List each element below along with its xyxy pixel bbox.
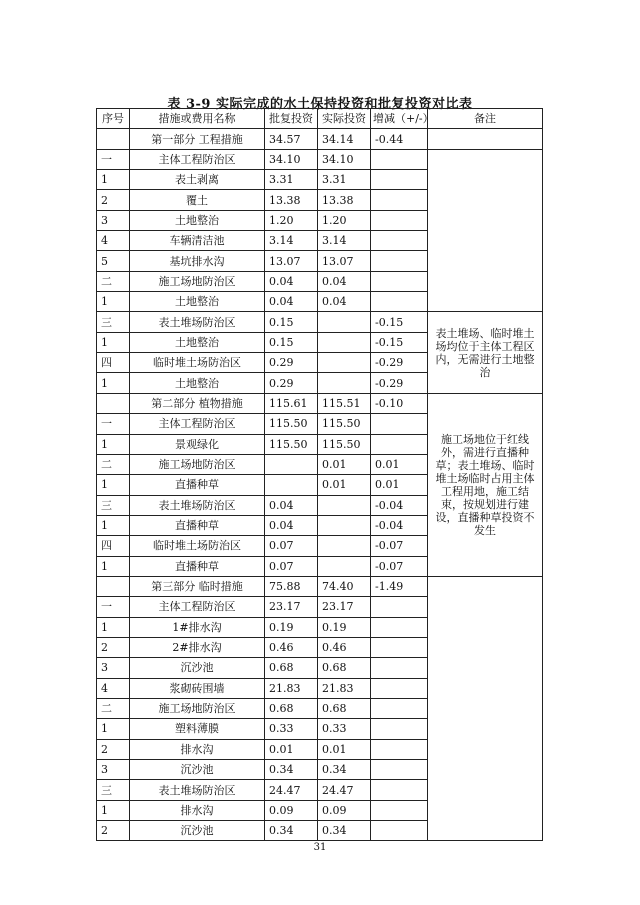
row-seq: 二: [97, 698, 130, 718]
row-actual-investment: 21.83: [318, 678, 371, 698]
row-actual-investment: 34.14: [318, 129, 371, 149]
row-actual-investment: 0.01: [318, 454, 371, 474]
row-approved-investment: 13.07: [265, 251, 318, 271]
row-difference: -0.44: [371, 129, 428, 149]
remarks-cell: [428, 576, 543, 840]
row-difference: [371, 780, 428, 800]
row-difference: [371, 719, 428, 739]
row-approved-investment: 0.01: [265, 739, 318, 759]
row-difference: -0.29: [371, 353, 428, 373]
row-seq: 1: [97, 719, 130, 739]
row-measure-name: 直播种草: [130, 515, 265, 535]
row-difference: [371, 698, 428, 718]
row-measure-name: 主体工程防治区: [130, 597, 265, 617]
row-actual-investment: 23.17: [318, 597, 371, 617]
row-approved-investment: 0.09: [265, 800, 318, 820]
row-actual-investment: 0.68: [318, 658, 371, 678]
row-approved-investment: [265, 454, 318, 474]
row-seq: 1: [97, 556, 130, 576]
row-difference: -0.04: [371, 495, 428, 515]
row-seq: 1: [97, 170, 130, 190]
row-approved-investment: 1.20: [265, 210, 318, 230]
row-difference: 0.01: [371, 475, 428, 495]
table-title: 表 3-9 实际完成的水土保持投资和批复投资对比表: [167, 97, 473, 112]
row-measure-name: 土地整治: [130, 332, 265, 352]
row-measure-name: 土地整治: [130, 292, 265, 312]
header-seq: 序号: [97, 109, 130, 129]
row-actual-investment: 115.50: [318, 414, 371, 434]
row-seq: 5: [97, 251, 130, 271]
row-actual-investment: 115.51: [318, 393, 371, 413]
row-seq: 1: [97, 332, 130, 352]
row-actual-investment: 0.04: [318, 271, 371, 291]
row-seq: 2: [97, 190, 130, 210]
row-actual-investment: [318, 536, 371, 556]
investment-comparison-table: [96, 108, 543, 841]
row-difference: -0.15: [371, 312, 428, 332]
row-actual-investment: 0.34: [318, 760, 371, 780]
row-actual-investment: 3.14: [318, 231, 371, 251]
row-measure-name: 沉沙池: [130, 760, 265, 780]
header-approved: 批复投资: [265, 109, 318, 129]
row-approved-investment: 0.04: [265, 495, 318, 515]
row-measure-name: 塑料薄膜: [130, 719, 265, 739]
row-approved-investment: 34.57: [265, 129, 318, 149]
row-difference: [371, 637, 428, 657]
row-measure-name: 景观绿化: [130, 434, 265, 454]
row-seq: 2: [97, 637, 130, 657]
row-actual-investment: 74.40: [318, 576, 371, 596]
row-actual-investment: 0.34: [318, 821, 371, 841]
row-actual-investment: [318, 515, 371, 535]
row-seq: 三: [97, 780, 130, 800]
row-approved-investment: 115.50: [265, 434, 318, 454]
row-actual-investment: 0.33: [318, 719, 371, 739]
row-seq: 三: [97, 312, 130, 332]
row-difference: [371, 271, 428, 291]
row-seq: [97, 393, 130, 413]
row-approved-investment: 115.61: [265, 393, 318, 413]
row-difference: [371, 292, 428, 312]
row-measure-name: 排水沟: [130, 739, 265, 759]
row-difference: -0.10: [371, 393, 428, 413]
row-difference: -1.49: [371, 576, 428, 596]
row-measure-name: 主体工程防治区: [130, 149, 265, 169]
remarks-cell: 表土堆场、临时堆土场均位于主体工程区内，无需进行土地整治: [428, 312, 543, 393]
row-measure-name: 临时堆土场防治区: [130, 536, 265, 556]
row-difference: -0.15: [371, 332, 428, 352]
table-row: [97, 393, 543, 413]
row-approved-investment: 23.17: [265, 597, 318, 617]
table-row: [97, 312, 543, 332]
row-approved-investment: 0.46: [265, 637, 318, 657]
row-actual-investment: [318, 353, 371, 373]
row-approved-investment: 115.50: [265, 414, 318, 434]
row-difference: [371, 434, 428, 454]
row-actual-investment: 115.50: [318, 434, 371, 454]
row-seq: 一: [97, 149, 130, 169]
row-measure-name: 1#排水沟: [130, 617, 265, 637]
row-seq: 三: [97, 495, 130, 515]
row-measure-name: 直播种草: [130, 475, 265, 495]
row-approved-investment: 0.68: [265, 698, 318, 718]
row-difference: [371, 678, 428, 698]
row-difference: -0.07: [371, 536, 428, 556]
page-number: 31: [313, 842, 327, 853]
row-approved-investment: 0.33: [265, 719, 318, 739]
row-approved-investment: [265, 475, 318, 495]
row-difference: [371, 760, 428, 780]
row-approved-investment: 75.88: [265, 576, 318, 596]
row-seq: 1: [97, 434, 130, 454]
row-measure-name: 基坑排水沟: [130, 251, 265, 271]
row-difference: [371, 231, 428, 251]
row-measure-name: 第二部分 植物措施: [130, 393, 265, 413]
remarks-cell: [428, 129, 543, 149]
row-approved-investment: 0.15: [265, 332, 318, 352]
header-diff: 增减（+/-）: [371, 109, 428, 129]
row-approved-investment: 0.04: [265, 515, 318, 535]
row-approved-investment: 0.29: [265, 373, 318, 393]
row-difference: [371, 210, 428, 230]
row-approved-investment: 0.19: [265, 617, 318, 637]
row-seq: 4: [97, 231, 130, 251]
row-actual-investment: 13.07: [318, 251, 371, 271]
row-measure-name: 2#排水沟: [130, 637, 265, 657]
row-measure-name: 临时堆土场防治区: [130, 353, 265, 373]
row-seq: 1: [97, 475, 130, 495]
row-measure-name: 施工场地防治区: [130, 271, 265, 291]
row-difference: [371, 739, 428, 759]
row-measure-name: 覆土: [130, 190, 265, 210]
row-approved-investment: 24.47: [265, 780, 318, 800]
row-difference: [371, 617, 428, 637]
row-approved-investment: 21.83: [265, 678, 318, 698]
row-approved-investment: 0.34: [265, 760, 318, 780]
row-actual-investment: 24.47: [318, 780, 371, 800]
row-seq: 二: [97, 454, 130, 474]
row-seq: 1: [97, 292, 130, 312]
row-approved-investment: 0.29: [265, 353, 318, 373]
header-actual: 实际投资: [318, 109, 371, 129]
row-measure-name: 主体工程防治区: [130, 414, 265, 434]
row-measure-name: 沉沙池: [130, 821, 265, 841]
row-measure-name: 第三部分 临时措施: [130, 576, 265, 596]
row-measure-name: 浆砌砖围墙: [130, 678, 265, 698]
row-actual-investment: 13.38: [318, 190, 371, 210]
row-approved-investment: 0.04: [265, 292, 318, 312]
row-difference: [371, 597, 428, 617]
row-measure-name: 排水沟: [130, 800, 265, 820]
row-difference: [371, 170, 428, 190]
row-difference: 0.01: [371, 454, 428, 474]
row-seq: 二: [97, 271, 130, 291]
row-approved-investment: 0.04: [265, 271, 318, 291]
remarks-cell: 施工场地位于红线外，需进行直播种草；表土堆场、临时堆土场临时占用主体工程用地，施工结束，按规划进行建设，直播种草投资不发生: [428, 393, 543, 576]
row-actual-investment: 0.01: [318, 475, 371, 495]
table-row: [97, 149, 543, 169]
row-actual-investment: [318, 495, 371, 515]
row-measure-name: 第一部分 工程措施: [130, 129, 265, 149]
header-name: 措施或费用名称: [130, 109, 265, 129]
row-actual-investment: [318, 556, 371, 576]
row-measure-name: 车辆清洁池: [130, 231, 265, 251]
table-row: [97, 129, 543, 149]
row-seq: 1: [97, 373, 130, 393]
row-actual-investment: 0.46: [318, 637, 371, 657]
row-actual-investment: 3.31: [318, 170, 371, 190]
row-difference: [371, 190, 428, 210]
row-approved-investment: 13.38: [265, 190, 318, 210]
row-seq: [97, 576, 130, 596]
row-seq: 一: [97, 597, 130, 617]
row-difference: [371, 414, 428, 434]
row-actual-investment: 0.19: [318, 617, 371, 637]
row-actual-investment: 0.01: [318, 739, 371, 759]
row-seq: 1: [97, 617, 130, 637]
row-actual-investment: [318, 332, 371, 352]
row-measure-name: 施工场地防治区: [130, 454, 265, 474]
row-measure-name: 表土堆场防治区: [130, 780, 265, 800]
row-approved-investment: 0.15: [265, 312, 318, 332]
row-difference: -0.29: [371, 373, 428, 393]
row-actual-investment: 34.10: [318, 149, 371, 169]
row-approved-investment: 0.34: [265, 821, 318, 841]
row-seq: 一: [97, 414, 130, 434]
row-approved-investment: 0.07: [265, 536, 318, 556]
row-seq: 四: [97, 536, 130, 556]
row-approved-investment: 0.07: [265, 556, 318, 576]
row-actual-investment: [318, 312, 371, 332]
row-measure-name: 表土堆场防治区: [130, 312, 265, 332]
row-difference: [371, 800, 428, 820]
row-approved-investment: 3.14: [265, 231, 318, 251]
row-measure-name: 土地整治: [130, 210, 265, 230]
row-measure-name: 沉沙池: [130, 658, 265, 678]
row-actual-investment: 0.09: [318, 800, 371, 820]
row-actual-investment: [318, 373, 371, 393]
table-header-row: [97, 109, 543, 129]
row-measure-name: 直播种草: [130, 556, 265, 576]
row-seq: 1: [97, 515, 130, 535]
row-measure-name: 表土剥离: [130, 170, 265, 190]
row-measure-name: 施工场地防治区: [130, 698, 265, 718]
row-seq: 2: [97, 739, 130, 759]
row-seq: 3: [97, 210, 130, 230]
table-body: [97, 129, 543, 841]
table-row: [97, 576, 543, 596]
row-seq: [97, 129, 130, 149]
row-approved-investment: 34.10: [265, 149, 318, 169]
row-difference: -0.07: [371, 556, 428, 576]
row-difference: [371, 658, 428, 678]
remarks-cell: [428, 149, 543, 312]
row-seq: 4: [97, 678, 130, 698]
row-difference: [371, 149, 428, 169]
row-measure-name: 土地整治: [130, 373, 265, 393]
row-seq: 3: [97, 658, 130, 678]
row-approved-investment: 3.31: [265, 170, 318, 190]
row-approved-investment: 0.68: [265, 658, 318, 678]
row-difference: [371, 821, 428, 841]
row-seq: 3: [97, 760, 130, 780]
row-seq: 四: [97, 353, 130, 373]
row-measure-name: 表土堆场防治区: [130, 495, 265, 515]
row-actual-investment: 0.68: [318, 698, 371, 718]
row-actual-investment: 0.04: [318, 292, 371, 312]
row-difference: [371, 251, 428, 271]
row-seq: 1: [97, 800, 130, 820]
row-actual-investment: 1.20: [318, 210, 371, 230]
row-difference: -0.04: [371, 515, 428, 535]
row-seq: 2: [97, 821, 130, 841]
header-remarks: 备注: [428, 109, 543, 129]
